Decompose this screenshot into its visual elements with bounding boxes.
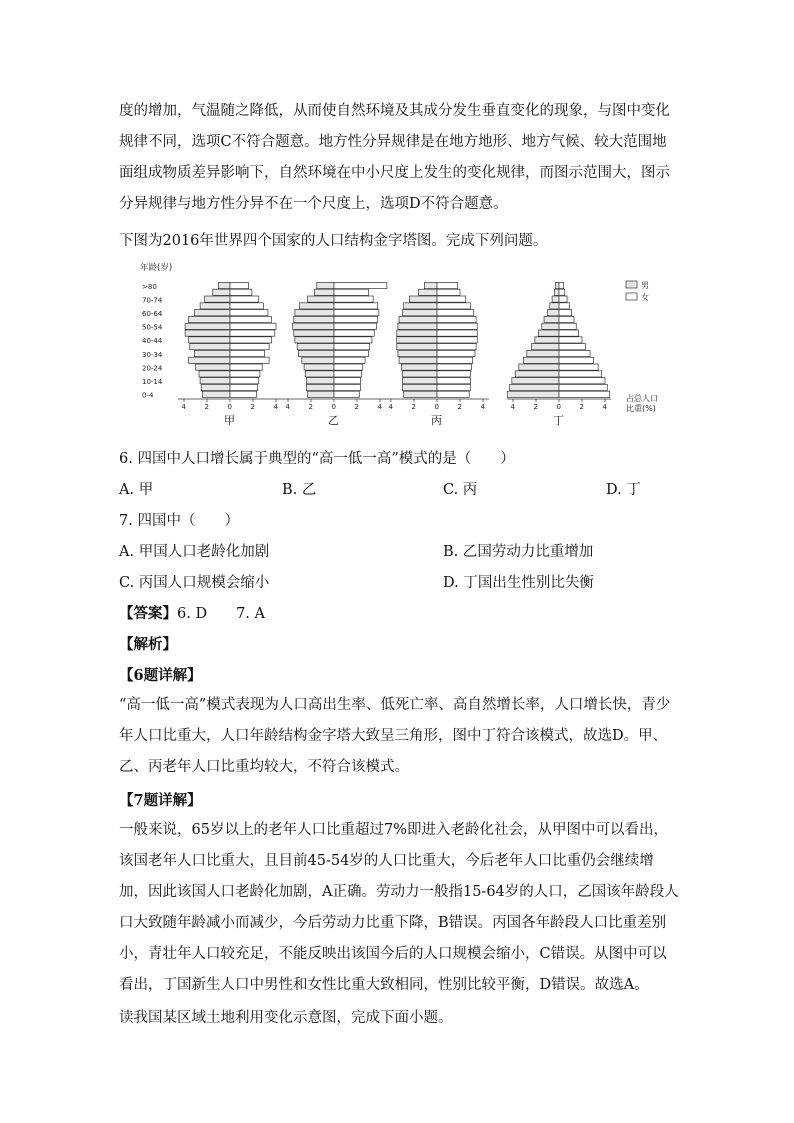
bar-female (334, 316, 378, 322)
bar-male (510, 384, 559, 390)
bar-female (559, 391, 610, 397)
x-tick-label: 0 (434, 403, 439, 411)
bar-male (550, 303, 559, 309)
q6-option-d[interactable]: D. 丁 (606, 482, 641, 498)
bar-male (397, 344, 437, 350)
age-tick-label: 40-44 (142, 337, 163, 346)
q6-stem: 6. 四国中人口增长属于典型的“高一低一高”模式的是（ ） (119, 451, 515, 467)
bar-male (403, 378, 438, 384)
bar-male (399, 357, 437, 363)
q6-option-c[interactable]: C. 丙 (443, 482, 478, 498)
bar-male (399, 316, 437, 322)
next-question-intro: 读我国某区域土地利用变化示意图，完成下面小题。 (119, 1010, 453, 1026)
bar-male (297, 344, 334, 350)
bar-male (401, 364, 437, 370)
pyramid-name: 甲 (224, 414, 235, 427)
bar-female (230, 384, 258, 390)
bar-male (202, 391, 230, 397)
bar-male (403, 371, 438, 377)
bar-male (527, 350, 559, 356)
bar-male (189, 337, 230, 343)
q7-option-d[interactable]: D. 丁国出生性别比失衡 (443, 575, 594, 591)
bar-male (404, 303, 437, 309)
bar-female (334, 364, 363, 370)
bar-female (559, 384, 607, 390)
bar-male (219, 282, 231, 288)
bar-female (230, 289, 252, 295)
bar-female (334, 303, 378, 309)
analysis-label: 【解析】 (119, 636, 177, 653)
pyramid-name: 乙 (328, 414, 339, 427)
bar-female (437, 364, 472, 370)
bar-female (437, 310, 474, 316)
x-tick-label: 2 (250, 403, 255, 411)
bar-female (334, 350, 369, 356)
bar-male (304, 364, 334, 370)
bar-female (559, 337, 582, 343)
bar-male (205, 296, 230, 302)
q6-option-b[interactable]: B. 乙 (282, 482, 317, 498)
bar-female (437, 357, 473, 363)
x-tick-label: 4 (388, 403, 393, 411)
pyramid-name: 丁 (553, 414, 564, 427)
x-tick-label: 0 (331, 403, 336, 411)
age-tick-label: 30-34 (142, 350, 163, 359)
bar-female (559, 316, 574, 322)
bar-male (409, 296, 437, 302)
bar-female (230, 316, 271, 322)
answer-label: 【答案】 (119, 605, 177, 622)
legend-swatch (626, 293, 637, 300)
x-tick-label: 4 (181, 403, 186, 411)
x-tick-label: 2 (308, 403, 313, 411)
bar-male (194, 310, 230, 316)
x-tick-label: 0 (227, 403, 232, 411)
bar-female (334, 357, 365, 363)
bar-female (334, 391, 359, 397)
bar-male (397, 330, 437, 336)
q7-option-a[interactable]: A. 甲国人口老龄化加剧 (119, 544, 270, 560)
bar-male (535, 337, 559, 343)
age-tick-label: 0-4 (142, 391, 154, 400)
bar-male (185, 330, 230, 336)
bar-female (437, 350, 475, 356)
bar-male (424, 282, 437, 288)
bar-male (542, 323, 559, 329)
bar-male (194, 350, 230, 356)
bar-female (334, 296, 373, 302)
bar-male (308, 296, 334, 302)
x-axis-title-line2: 比重(%) (626, 404, 656, 413)
bar-male (403, 384, 438, 390)
bar-male (213, 289, 230, 295)
bar-female (334, 384, 360, 390)
x-tick-label: 0 (556, 403, 561, 411)
age-tick-label: >80 (142, 282, 157, 291)
bar-female (437, 378, 470, 384)
bar-female (230, 378, 259, 384)
bar-male (398, 323, 437, 329)
bar-female (559, 344, 585, 350)
bar-female (230, 310, 268, 316)
q6-option-a[interactable]: A. 甲 (119, 482, 154, 498)
bar-female (559, 330, 579, 336)
bar-male (398, 350, 437, 356)
q7-stem: 7. 四国中（ ） (119, 513, 239, 529)
q7-detail-text: 一般来说，65岁以上的老年人口比重超过7%即进入老龄化社会，从甲图中可以看出，该国老年人口比重大，且目前45-54岁的人口比重大，今后老年人口比重仍会继续增加，因此该国人口老龄化加剧，A正确。劳动力一般指15-64岁的人口，乙国该年龄段人口大致随年龄减小而减少，今后劳动力比重下降，B错误。丙国各年龄段人口比重差别小，青壮年人口较充足，不能反映出该国今后的人口规模会缩小，C错误。从图中可以看出，丁国新生人口中男性和女性比重大致相同，性别比较平衡，D错误。故选A。 (119, 822, 679, 993)
bar-male (523, 357, 559, 363)
bar-male (305, 371, 334, 377)
bar-male (200, 378, 230, 384)
bar-female (559, 323, 576, 329)
x-tick-label: 2 (354, 403, 359, 411)
bar-female (334, 310, 379, 316)
bar-female (334, 330, 374, 336)
bar-male (295, 310, 334, 316)
bar-female (437, 316, 476, 322)
bar-male (293, 323, 334, 329)
answer-line (119, 602, 265, 623)
bar-female (437, 391, 469, 397)
q6-detail-label: 【6题详解】 (119, 667, 202, 684)
bar-male (554, 289, 559, 295)
bar-female (230, 364, 262, 370)
bar-male (403, 310, 438, 316)
q7-option-c[interactable]: C. 丙国人口规模会缩小 (119, 575, 270, 591)
age-tick-label: 70-74 (142, 296, 163, 305)
bar-male (544, 316, 559, 322)
bar-female (437, 337, 477, 343)
bar-female (334, 378, 360, 384)
bar-male (512, 378, 559, 384)
x-tick-label: 4 (377, 403, 382, 411)
chart-legend (626, 281, 649, 302)
paragraph-continued: 度的增加，气温随之降低，从而使自然环境及其成分发生垂直变化的现象，与图中变化规律不同，选项C不符合题意。地方性分异规律是在地方地形、地方气候、较大范围地面组成物质差异影响下，自然环境在中小尺度上发生的变化规律，而图示范围大，图示分异规律与地方性分异不在一个尺度上，选项D不符合题意。 (119, 103, 670, 212)
answer-text: 6. D 7. A (177, 606, 265, 622)
bar-male (294, 316, 334, 322)
bar-male (199, 371, 230, 377)
age-tick-label: 10-14 (142, 378, 163, 386)
bar-male (306, 378, 334, 384)
bar-female (559, 310, 572, 316)
bar-male (189, 316, 230, 322)
x-tick-label: 2 (579, 403, 584, 411)
bar-male (556, 282, 559, 288)
x-axis-title: 占总人口 (626, 394, 658, 403)
q7-detail-label: 【7题详解】 (119, 792, 202, 809)
bar-male (300, 303, 335, 309)
bar-male (306, 384, 334, 390)
bar-male (294, 330, 334, 336)
x-tick-label: 4 (480, 403, 485, 411)
bar-female (230, 296, 259, 302)
age-tick-label: 50-54 (142, 323, 163, 332)
bar-female (437, 282, 458, 288)
bar-male (404, 391, 437, 397)
bar-female (334, 337, 372, 343)
bar-male (538, 330, 559, 336)
bar-female (437, 344, 476, 350)
bar-female (230, 344, 269, 350)
bar-female (559, 289, 565, 295)
question-intro: 下图为2016年世界四个国家的人口结构金字塔图。完成下列问题。 (119, 233, 548, 249)
bar-female (559, 378, 605, 384)
bar-female (230, 350, 265, 356)
bar-female (559, 371, 602, 377)
pyramid-name: 丙 (431, 414, 442, 427)
bar-female (437, 384, 470, 390)
x-tick-label: 2 (457, 403, 462, 411)
bar-female (559, 350, 590, 356)
bar-male (531, 344, 559, 350)
x-tick-label: 2 (533, 403, 538, 411)
q6-detail-text: “高一低一高”模式表现为人口高出生率、低死亡率、高自然增长率，人口增长快，青少年人口比重大，人口年龄结构金字塔大致呈三角形，图中丁符合该模式，故选D。甲、乙、丙老年人口比重均较大，不符合该模式。 (119, 697, 671, 775)
y-axis-title: 年龄(岁) (140, 263, 173, 273)
x-tick-label: 2 (204, 403, 209, 411)
bar-female (559, 282, 564, 288)
bar-male (185, 323, 230, 329)
bar-female (230, 323, 276, 329)
bar-male (295, 337, 334, 343)
bar-female (437, 371, 470, 377)
bar-female (230, 357, 269, 363)
bar-female (230, 330, 275, 336)
bar-male (200, 303, 230, 309)
bar-male (298, 350, 334, 356)
bar-female (437, 303, 470, 309)
legend-swatch (626, 281, 637, 288)
bar-male (507, 391, 559, 397)
bar-female (559, 296, 567, 302)
bar-male (190, 344, 230, 350)
bar-female (230, 303, 263, 309)
bar-female (230, 337, 271, 343)
bar-male (515, 371, 559, 377)
age-tick-label: 60-64 (142, 310, 163, 318)
x-tick-label: 4 (285, 403, 290, 411)
population-pyramid-figure (140, 258, 670, 427)
bar-male (314, 289, 334, 295)
bar-female (437, 296, 466, 302)
bar-male (308, 391, 334, 397)
x-tick-label: 4 (273, 403, 278, 411)
age-tick-label: 20-24 (142, 364, 163, 373)
bar-female (230, 391, 256, 397)
bar-female (559, 357, 594, 363)
x-tick-label: 4 (602, 403, 607, 411)
legend-label: 女 (641, 293, 649, 302)
bar-male (189, 357, 230, 363)
x-tick-label: 4 (510, 403, 515, 411)
x-tick-label: 2 (411, 403, 416, 411)
bar-female (230, 371, 260, 377)
bar-male (201, 384, 230, 390)
bar-male (317, 282, 334, 288)
bar-female (334, 323, 377, 329)
bar-female (334, 289, 369, 295)
legend-label: 男 (641, 281, 649, 290)
bar-male (302, 357, 334, 363)
bar-female (437, 323, 477, 329)
bar-male (548, 310, 560, 316)
bar-male (552, 296, 559, 302)
bar-female (334, 371, 362, 377)
bar-female (334, 344, 370, 350)
bar-male (419, 289, 437, 295)
q7-option-b[interactable]: B. 乙国劳动力比重增加 (443, 544, 594, 560)
bar-male (196, 364, 231, 370)
bar-female (437, 289, 460, 295)
bar-female (559, 364, 598, 370)
bar-male (397, 337, 437, 343)
bar-male (519, 364, 559, 370)
bar-female (334, 282, 387, 288)
bar-female (559, 303, 569, 309)
bar-female (437, 330, 477, 336)
bar-female (230, 282, 248, 288)
